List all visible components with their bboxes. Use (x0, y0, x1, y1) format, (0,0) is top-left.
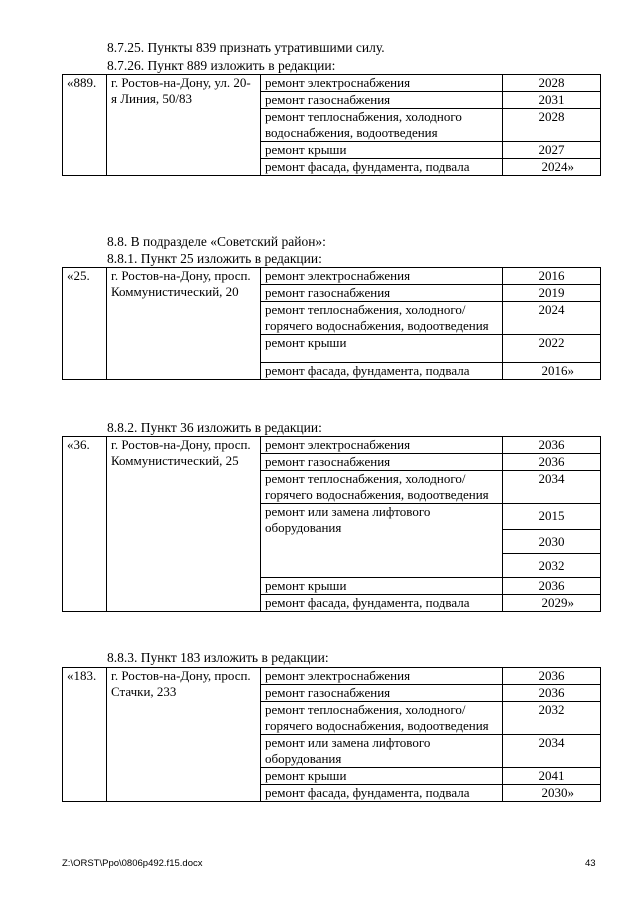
work-cell: ремонт теплоснабжения, холодного/горячего водоснабжения, водоотведения (261, 302, 503, 335)
work-cell: ремонт фасада, фундамента, подвала (261, 363, 503, 380)
paragraph-8-8-3: 8.8.3. Пункт 183 изложить в редакции: (107, 650, 329, 665)
year-cell: 2024 (503, 302, 601, 335)
page-number: 43 (585, 858, 596, 869)
year-cell: 2016 (503, 268, 601, 285)
work-cell: ремонт или замена лифтового оборудования (261, 735, 503, 768)
year-cell: 2027 (503, 142, 601, 159)
year-cell: 2030 (503, 530, 601, 554)
paragraph-8-8: 8.8. В подразделе «Советский район»: (107, 234, 326, 249)
item-number: «889. (63, 75, 107, 176)
work-cell: ремонт теплоснабжения, холодного/горячего водоснабжения, водоотведения (261, 471, 503, 504)
work-cell: ремонт фасада, фундамента, подвала (261, 595, 503, 612)
work-cell: ремонт фасада, фундамента, подвала (261, 785, 503, 802)
item-number: «25. (63, 268, 107, 380)
work-cell: ремонт электроснабжения (261, 437, 503, 454)
item-number: «36. (63, 437, 107, 612)
item-number: «183. (63, 668, 107, 802)
paragraph-8-7-25: 8.7.25. Пункты 839 признать утратившими силу. (107, 40, 385, 55)
year-cell: 2030» (503, 785, 601, 802)
table-row (63, 668, 601, 685)
year-cell: 2032 (503, 554, 601, 578)
work-cell: ремонт газоснабжения (261, 285, 503, 302)
year-cell: 2022 (503, 335, 601, 363)
year-cell: 2019 (503, 285, 601, 302)
table-item-36 (62, 436, 601, 612)
paragraph-8-7-26: 8.7.26. Пункт 889 изложить в редакции: (107, 58, 336, 73)
address-cell: г. Ростов-на-Дону, просп. Стачки, 233 (107, 668, 261, 802)
year-cell: 2015 (503, 504, 601, 530)
year-cell: 2028 (503, 109, 601, 142)
work-cell: ремонт электроснабжения (261, 668, 503, 685)
paragraph-8-8-1: 8.8.1. Пункт 25 изложить в редакции: (107, 251, 322, 266)
address-cell: г. Ростов-на-Дону, ул. 20-я Линия, 50/83 (107, 75, 261, 176)
year-cell: 2036 (503, 668, 601, 685)
table-item-183 (62, 667, 601, 802)
table-item-889 (62, 74, 601, 176)
table-item-25 (62, 267, 601, 380)
work-cell: ремонт фасада, фундамента, подвала (261, 159, 503, 176)
work-cell: ремонт крыши (261, 578, 503, 595)
work-cell: ремонт газоснабжения (261, 685, 503, 702)
work-cell: ремонт теплоснабжения, холодного/горячего водоснабжения, водоотведения (261, 702, 503, 735)
year-cell: 2036 (503, 437, 601, 454)
year-cell: 2034 (503, 471, 601, 504)
table-row (63, 268, 601, 285)
year-cell: 2036 (503, 454, 601, 471)
year-cell: 2036 (503, 578, 601, 595)
address-cell: г. Ростов-на-Дону, просп. Коммунистический, 25 (107, 437, 261, 612)
year-cell: 2041 (503, 768, 601, 785)
work-cell: ремонт теплоснабжения, холодного водоснабжения, водоотведения (261, 109, 503, 142)
year-cell: 2036 (503, 685, 601, 702)
table-row (63, 75, 601, 92)
work-cell: ремонт или замена лифтового оборудования (261, 504, 503, 578)
work-cell: ремонт электроснабжения (261, 75, 503, 92)
table-row (63, 437, 601, 454)
work-cell: ремонт крыши (261, 142, 503, 159)
year-cell: 2016» (503, 363, 601, 380)
work-cell: ремонт газоснабжения (261, 92, 503, 109)
work-cell: ремонт крыши (261, 335, 503, 363)
year-cell: 2034 (503, 735, 601, 768)
year-cell: 2028 (503, 75, 601, 92)
address-cell: г. Ростов-на-Дону, просп. Коммунистический, 20 (107, 268, 261, 380)
work-cell: ремонт электроснабжения (261, 268, 503, 285)
footer-file-path: Z:\ORST\Ppo\0806p492.f15.docx (62, 858, 203, 869)
year-cell: 2029» (503, 595, 601, 612)
work-cell: ремонт крыши (261, 768, 503, 785)
work-cell: ремонт газоснабжения (261, 454, 503, 471)
paragraph-8-8-2: 8.8.2. Пункт 36 изложить в редакции: (107, 420, 322, 435)
year-cell: 2031 (503, 92, 601, 109)
year-cell: 2032 (503, 702, 601, 735)
year-cell: 2024» (503, 159, 601, 176)
